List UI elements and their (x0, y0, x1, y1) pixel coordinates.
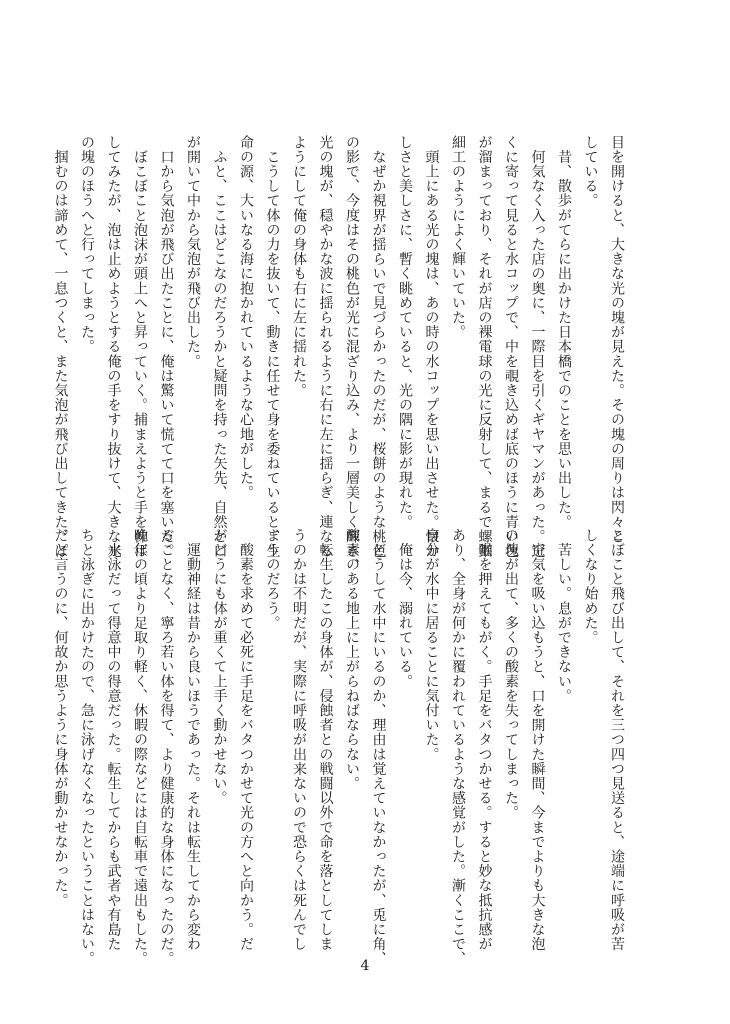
text-line: ることなく、寧ろ若い体を得て、より健康的な身体になったのだ。 (158, 528, 175, 966)
text-line: ちと泳ぎに出かけたので、急に泳げなくなったということはない。 (79, 528, 95, 966)
text-line: 苦しい。息ができない。 (556, 528, 572, 704)
text-line: 口から気泡が飛び出たことに、俺は驚いて慌てて口を塞いだ。 (158, 135, 175, 559)
text-block-top (52, 135, 630, 573)
text-line: 命の源、大いなる海に抱かれているような心地がした。 (238, 135, 254, 500)
text-line: こぼこと飛び出して、それを三つ四つ見送ると、途端に呼吸が苦 (609, 528, 625, 952)
text-line: 光の塊が、穏やかな波に揺られるように右に左に揺らぎ、連なる (317, 135, 334, 559)
text-line: だと言うのに、何故か思うように身体が動かせなかった。 (52, 528, 69, 908)
text-line: の塊のほうへと行ってしまった。 (79, 135, 95, 354)
text-line: 細工のようによく輝いていた。 (450, 135, 466, 340)
text-line: ようにして俺の身体も右に左に揺れた。 (291, 135, 307, 398)
text-line: どうして水中にいるのか、理由は覚えていなかったが、兎に角、 (370, 528, 387, 966)
text-line: 昔、散歩がてらに出かけた日本橋でのことを思い出した。 (556, 135, 572, 530)
text-line: の影で、今度はその桃色が光に混ざり込み、より一層美しく輝き、 (344, 135, 360, 573)
text-line: くに寄って見ると水コップで、中を覗き込めば底のほうに青い色 (503, 135, 519, 559)
text-line: が開いて中から気泡が飛び出した。 (185, 135, 201, 369)
text-line: あり、全身が何かに覆われているような感覚がした。漸くここで、 (450, 528, 466, 966)
text-line: 転生したこの身体が、侵蝕者との戦闘以外で命を落としてしま (317, 528, 334, 952)
text-line: 自分が水中に居ることに気付いた。 (423, 528, 440, 762)
text-line: まうのだろう。 (264, 528, 281, 631)
text-line: ふと、ここはどこなのだろうかと疑問を持った矢先、自然と口 (211, 135, 228, 559)
text-line: こうして体の力を抜いて、動きに任せて身を委ねていると、生 (264, 135, 281, 559)
text-line: 空気を吸い込もうと、口を開けた瞬間、今までよりも大きな泡 (529, 528, 546, 952)
text-line: 何気なく入った店の奥に、一際目を引くギヤマンがあった。近 (529, 135, 546, 559)
text-line: 喉を押えてもがく。手足をバタつかせる。すると妙な抵抗感が (476, 528, 493, 952)
text-line: してみたが、泡は止めようとする俺の手をすり抜けて、大きな光 (105, 135, 122, 559)
text-line: が溜まっており、それが店の裸電球の光に反射して、まるで螺鈿 (476, 135, 493, 559)
text-line: 頭上にある光の塊は、あの時の水コップを思い出させた。懐か (423, 135, 440, 559)
text-block-bottom (52, 528, 630, 966)
text-line: の塊が出て、多くの酸素を失ってしまった。 (503, 528, 519, 820)
page-number: 4 (360, 958, 370, 974)
text-line: 目を開けると、大きな光の塊が見えた。その塊の周りは閃々と (609, 135, 625, 544)
text-line: 俺は今、溺れている。 (397, 528, 413, 689)
text-line: ぼこぼこと泡沫が頭上へと昇っていく。捕まえようと手を伸ば (132, 135, 148, 559)
text-line: 酸素を求めて必死に手足をバタつかせて光の方へと向かう。だ (238, 528, 254, 952)
text-line: 水泳だって得意中の得意だった。転生してからも武者や有島た (105, 528, 122, 952)
text-line: 酸素のある地上に上がらねばならない。 (344, 528, 360, 791)
text-line: しさと美しさに、暫く眺めていると、光の隅に影が現れた。 (397, 135, 413, 530)
text-line: している。 (582, 135, 599, 208)
text-line: しくなり始めた。 (582, 528, 599, 645)
text-line: がどうにも体が重くて上手く動かせない。 (211, 528, 228, 806)
text-line: 運動神経は昔から良いほうであった。それは転生してから変わ (185, 528, 201, 952)
text-line: なぜか視界が揺らいで見づらかったのだが、桜餅のような桃色 (370, 135, 387, 559)
text-line: うのかは不明だが、実際に呼吸が出来ないので恐らくは死んでし (291, 528, 307, 952)
text-line: 晩年の頃より足取り軽く、休暇の際などには自転車で遠出もした。 (132, 528, 148, 966)
text-line: 掴むのは諦めて、一息つくと、また気泡が飛び出してきた。ぽ (52, 135, 69, 559)
